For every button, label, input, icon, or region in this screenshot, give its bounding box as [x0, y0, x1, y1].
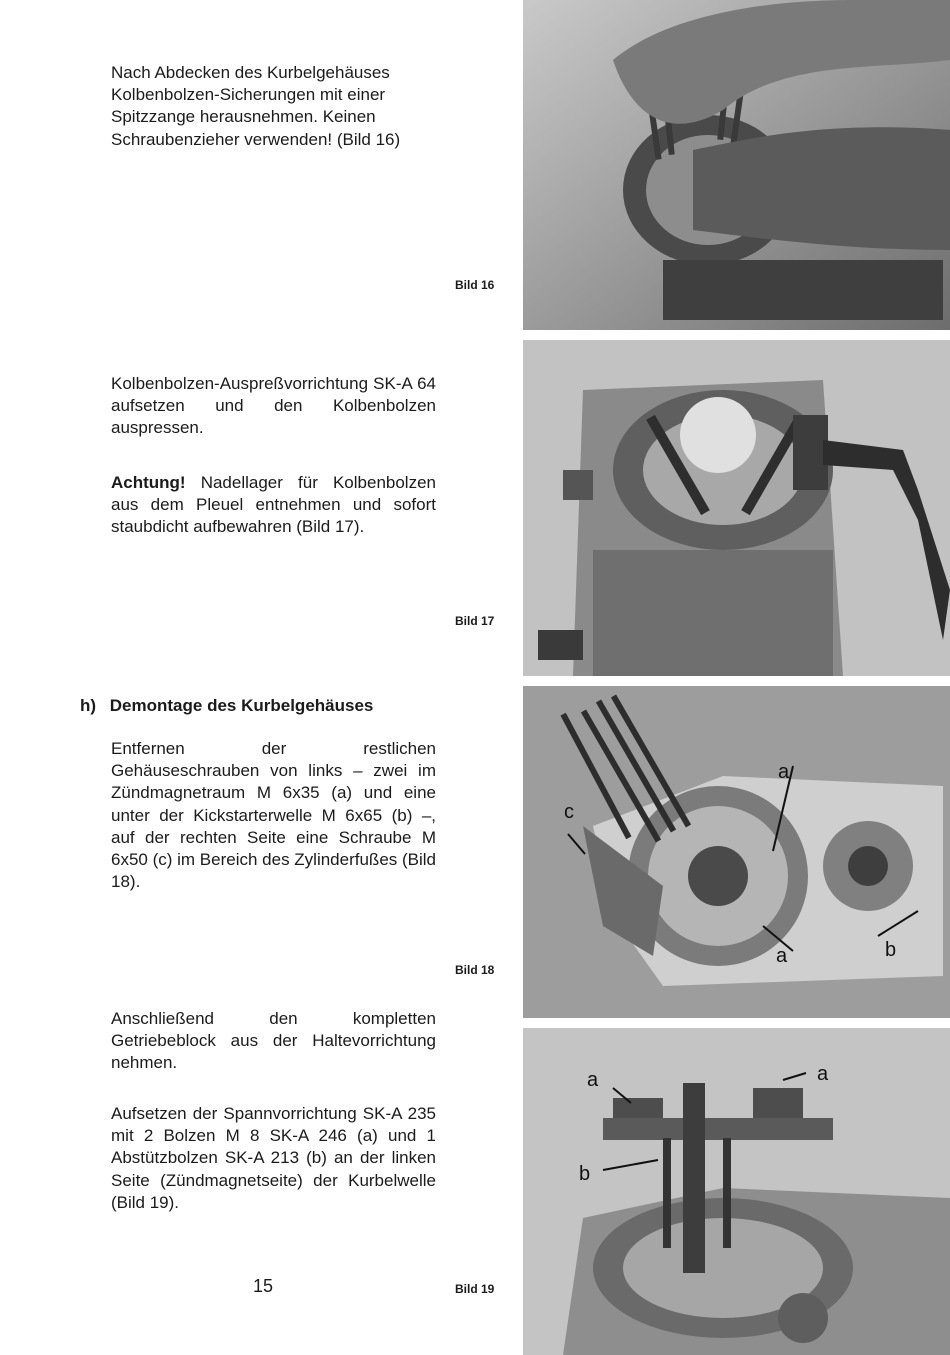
page-number: 15: [253, 1276, 274, 1296]
section-heading: [80, 696, 373, 716]
warning-text: Nadellager für Kolbenbolzen aus dem Pleuel entnehmen und sofort staubdicht aufbewahren (Bild 17).: [111, 473, 436, 537]
paragraph-pistonpin-circlips: Nach Abdecken des Kurbelgehäuses Kolbenbolzen-Sicherungen mit einer Spitzzange herausnehmen. Keinen Schraubenzieher verwenden! (Bild 16): [111, 63, 401, 149]
fig18-label-a-bottom: a: [776, 945, 788, 967]
photo-bild-16: [523, 0, 950, 330]
section-title: Demontage des Kurbelgehäuses: [109, 696, 374, 715]
caption-bild-18: Bild 18: [455, 963, 495, 977]
fig19-label-a-right: a: [817, 1063, 829, 1085]
photo-bild-18: [523, 686, 950, 1018]
paragraph-remaining-screws: Entfernen der restlichen Gehäuseschrauben von links – zwei im Zündmagnetraum M 6x35 (a) und eine unter der Kickstarterwelle M 6x65 (b) –, auf der rechten Seite eine Schraube M 6x50 (c) im Bereich des Zylinderfußes (Bild 18).: [111, 739, 437, 892]
paragraph-needle-bearing-warning: [111, 472, 436, 539]
warning-label: Achtung!: [111, 473, 186, 492]
caption-bild-16: Bild 16: [455, 278, 495, 292]
fig18-label-b: b: [885, 939, 897, 961]
photo-bild-17: [523, 340, 950, 676]
photo-bild-19: [523, 1028, 950, 1355]
fig19-label-a-left: a: [587, 1069, 599, 1091]
paragraph-pin-press-tool: Kolbenbolzen-Auspreßvorrichtung SK-A 64 aufsetzen und den Kolbenbolzen auspressen.: [111, 374, 436, 438]
fig18-label-a-top: a: [778, 761, 790, 783]
paragraph-remove-gearbox: Anschließend den kompletten Getriebeblock aus der Haltevorrichtung nehmen.: [111, 1009, 436, 1073]
caption-bild-17: Bild 17: [455, 614, 495, 628]
paragraph-clamping-tool: Aufsetzen der Spannvorrichtung SK-A 235 mit 2 Bolzen M 8 SK-A 246 (a) und 1 Abstützbolzen SK-A 213 (b) an der linken Seite (Zündmagnetseite) der Kurbelwelle (Bild 19).: [111, 1104, 436, 1212]
section-letter: h): [80, 696, 97, 715]
fig19-label-b: b: [579, 1163, 591, 1185]
fig18-label-c: c: [564, 801, 574, 823]
caption-bild-19: Bild 19: [455, 1282, 495, 1296]
